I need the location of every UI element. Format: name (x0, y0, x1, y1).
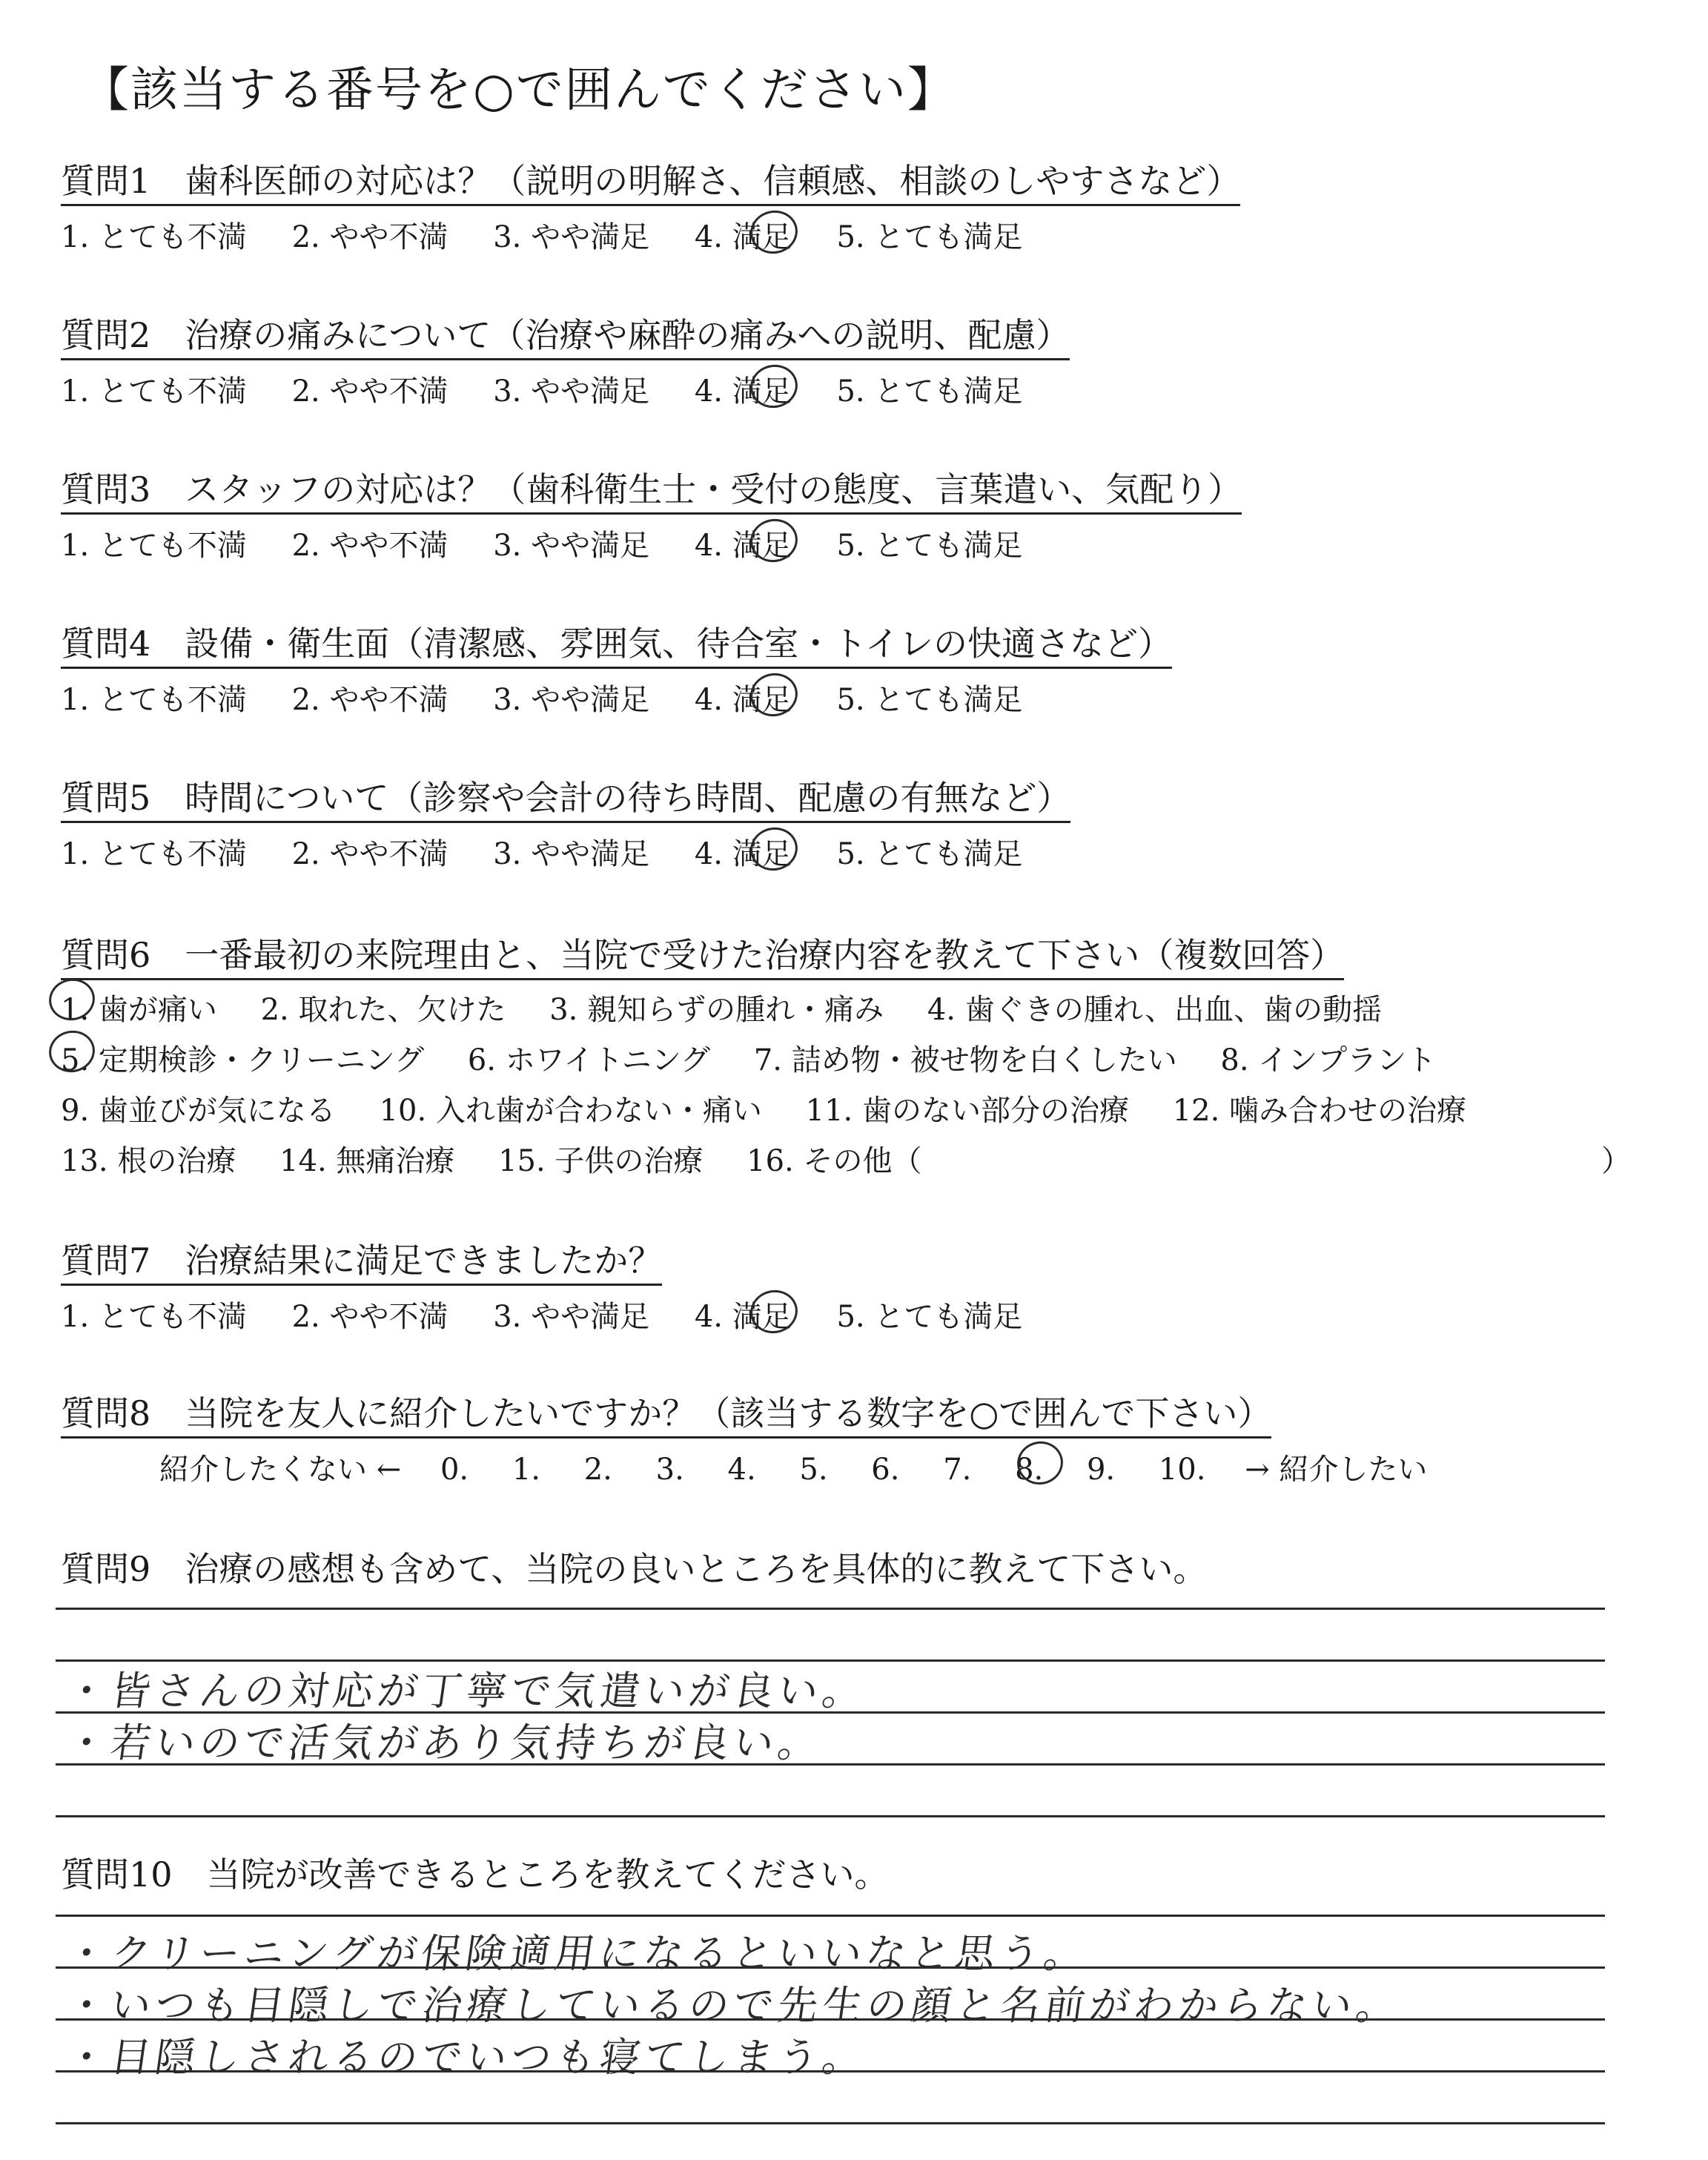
q4-option-3[interactable]: 3. やや満足 (493, 683, 650, 717)
q4-option-5[interactable]: 5. とても満足 (836, 683, 1023, 717)
q3-option-2[interactable]: 2. やや不満 (291, 529, 448, 563)
q4-option-4[interactable]: 4. 満足 (694, 683, 792, 717)
q9-answer-2: ・若いので活気があり気持ちが良い。 (63, 1720, 826, 1766)
q8-right-label: → 紹介したい (1245, 1453, 1428, 1487)
q7-option-3[interactable]: 3. やや満足 (493, 1300, 650, 1334)
q10-answer-line-5 (56, 2122, 1605, 2124)
q1-option-3[interactable]: 3. やや満足 (493, 220, 650, 254)
q6-option-5[interactable]: 5. 定期検診・クリーニング (61, 1043, 425, 1077)
q9-answer-line-1 (56, 1608, 1605, 1610)
q2-option-5[interactable]: 5. とても満足 (836, 374, 1023, 409)
q6-row-2 (61, 1037, 1470, 1079)
q3-option-4[interactable]: 4. 満足 (694, 529, 792, 563)
q1-option-4[interactable]: 4. 満足 (694, 220, 792, 254)
q6-row-3 (61, 1087, 1500, 1129)
q10-answer-line-1 (56, 1915, 1605, 1917)
q6-option-9[interactable]: 9. 歯並びが気になる (61, 1094, 336, 1128)
q3-option-3[interactable]: 3. やや満足 (493, 529, 650, 563)
q6-option-2[interactable]: 2. 取れた、欠けた (260, 993, 506, 1027)
q6-option-16[interactable]: 16. その他（ (747, 1144, 922, 1178)
q8-number-3[interactable]: 3. (655, 1453, 684, 1487)
q10-answer-3: ・目隠しされるのでいつも寝てしまう。 (63, 2034, 870, 2081)
q1-option-1[interactable]: 1. とても不満 (61, 220, 247, 254)
question-7-options (61, 1293, 1058, 1335)
q8-number-0[interactable]: 0. (440, 1453, 469, 1487)
q2-option-2[interactable]: 2. やや不満 (291, 374, 448, 409)
question-3-options (61, 522, 1058, 564)
q10-answer-1: ・クリーニングが保険適用になるといいなと思う。 (63, 1930, 1092, 1977)
q7-option-2[interactable]: 2. やや不満 (291, 1300, 448, 1334)
q10-answer-2: ・いつも目隠しで治療しているので先生の顔と名前がわからない。 (63, 1982, 1404, 2029)
q6-option-15[interactable]: 15. 子供の治療 (498, 1144, 704, 1178)
q6-option-4[interactable]: 4. 歯ぐきの腫れ、出血、歯の動揺 (927, 993, 1383, 1027)
q7-option-4[interactable]: 4. 満足 (694, 1300, 792, 1334)
question-6-label: 質問6 一番最初の来院理由と、当院で受けた治療内容を教えて下さい（複数回答） (61, 935, 1344, 980)
q6-option-1[interactable]: 1. 歯が痛い (61, 993, 217, 1027)
question-4-options (61, 676, 1058, 719)
q8-number-10[interactable]: 10. (1158, 1453, 1206, 1487)
q6-option-10[interactable]: 10. 入れ歯が合わない・痛い (379, 1094, 762, 1128)
question-4-label: 質問4 設備・衛生面（清潔感、雰囲気、待合室・トイレの快適さなど） (61, 624, 1172, 669)
q5-option-3[interactable]: 3. やや満足 (493, 837, 650, 871)
q6-option-14[interactable]: 14. 無痛治療 (279, 1144, 455, 1178)
q6-other-close-paren: ） (1601, 1144, 1631, 1178)
q7-option-1[interactable]: 1. とても不満 (61, 1300, 247, 1334)
q6-option-7[interactable]: 7. 詰め物・被せ物を白くしたい (753, 1043, 1177, 1077)
q8-number-8[interactable]: 8. (1015, 1453, 1044, 1487)
q6-option-13[interactable]: 13. 根の治療 (61, 1144, 236, 1178)
q4-option-1[interactable]: 1. とても不満 (61, 683, 247, 717)
question-10-label: 質問10 当院が改善できるところを教えてください。 (61, 1855, 889, 1895)
q8-number-4[interactable]: 4. (727, 1453, 756, 1487)
question-7-label: 質問7 治療結果に満足できましたか？ (61, 1241, 662, 1286)
q6-option-11[interactable]: 11. 歯のない部分の治療 (805, 1094, 1129, 1128)
q8-number-5[interactable]: 5. (799, 1453, 828, 1487)
q5-option-1[interactable]: 1. とても不満 (61, 837, 247, 871)
q8-number-6[interactable]: 6. (871, 1453, 900, 1487)
q9-answer-1: ・皆さんの対応が丁寧で気遣いが良い。 (63, 1668, 870, 1714)
question-3-label: 質問3 スタッフの対応は？（歯科衛生士・受付の態度、言葉遣い、気配り） (61, 469, 1242, 515)
q8-number-2[interactable]: 2. (583, 1453, 612, 1487)
page-title: 【該当する番号を○で囲んでください】 (82, 63, 956, 118)
q6-option-3[interactable]: 3. 親知らずの腫れ・痛み (549, 993, 884, 1027)
q4-option-2[interactable]: 2. やや不満 (291, 683, 448, 717)
q1-option-5[interactable]: 5. とても満足 (836, 220, 1023, 254)
q8-left-label: 紹介したくない ← (159, 1453, 402, 1487)
q8-scale-row (159, 1446, 1427, 1488)
q6-option-6[interactable]: 6. ホワイトニング (467, 1043, 711, 1077)
q3-option-1[interactable]: 1. とても不満 (61, 529, 247, 563)
q3-option-5[interactable]: 5. とても満足 (836, 529, 1023, 563)
q6-option-8[interactable]: 8. インプラント (1220, 1043, 1437, 1077)
q5-option-5[interactable]: 5. とても満足 (836, 837, 1023, 871)
q9-answer-line-5 (56, 1815, 1605, 1817)
q6-option-12[interactable]: 12. 噛み合わせの治療 (1172, 1094, 1467, 1128)
q8-number-9[interactable]: 9. (1086, 1453, 1116, 1487)
q1-option-2[interactable]: 2. やや不満 (291, 220, 448, 254)
q5-option-2[interactable]: 2. やや不満 (291, 837, 448, 871)
q5-option-4[interactable]: 4. 満足 (694, 837, 792, 871)
question-5-label: 質問5 時間について（診察や会計の待ち時間、配慮の有無など） (61, 778, 1070, 823)
question-5-options (61, 830, 1058, 873)
question-8-label: 質問8 当院を友人に紹介したいですか？（該当する数字を○で囲んで下さい） (61, 1393, 1271, 1439)
q7-option-5[interactable]: 5. とても満足 (836, 1300, 1023, 1334)
q2-option-3[interactable]: 3. やや満足 (493, 374, 650, 409)
question-2-label: 質問2 治療の痛みについて（治療や麻酔の痛みへの説明、配慮） (61, 315, 1070, 360)
question-1-options (61, 214, 1058, 256)
q8-number-1[interactable]: 1. (512, 1453, 541, 1487)
question-9-label: 質問9 治療の感想も含めて、当院の良いところを具体的に教えて下さい。 (61, 1549, 1208, 1589)
q8-number-7[interactable]: 7. (943, 1453, 972, 1487)
q2-option-4[interactable]: 4. 満足 (694, 374, 792, 409)
question-1-label: 質問1 歯科医師の対応は？（説明の明解さ、信頼感、相談のしやすさなど） (61, 161, 1240, 206)
question-2-options (61, 368, 1058, 410)
q6-row-4 (61, 1137, 956, 1180)
q2-option-1[interactable]: 1. とても不満 (61, 374, 247, 409)
q6-row-1 (61, 986, 1416, 1028)
